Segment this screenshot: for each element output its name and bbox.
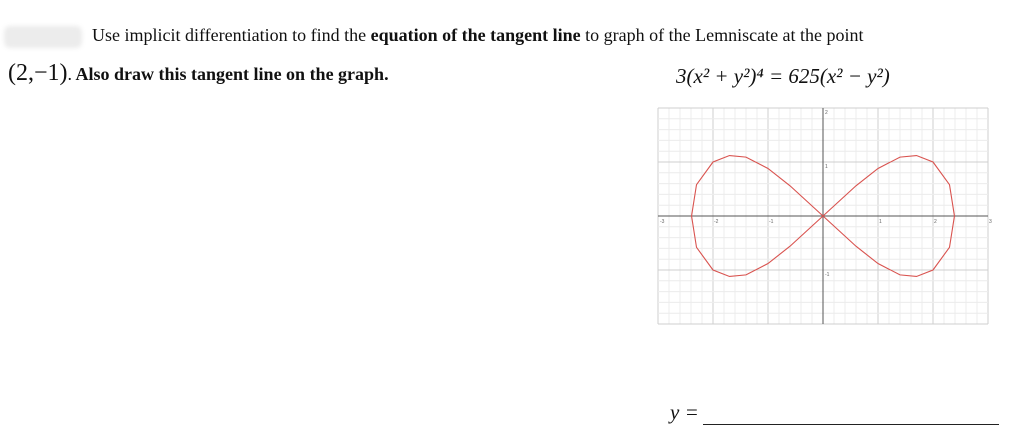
redacted-label-smudge (4, 26, 82, 48)
x-tick-label: 2 (934, 219, 937, 225)
problem-instruction: Also draw this tangent line on the graph. (72, 64, 389, 84)
equation-text: 3(x² + y²)⁴ = 625(x² − y²) (676, 64, 890, 88)
answer-row (670, 400, 999, 425)
answer-label: y = (670, 400, 699, 424)
y-tick-label: -1 (825, 272, 830, 278)
x-tick-label: -3 (660, 219, 665, 225)
problem-intro: Use implicit differentiation to find the (92, 25, 371, 45)
x-tick-label: -2 (714, 219, 719, 225)
lemniscate-equation (676, 64, 890, 89)
x-tick-label: 3 (989, 219, 992, 225)
y-tick-label: 1 (825, 164, 828, 170)
answer-blank[interactable] (703, 406, 999, 425)
problem-bold-phrase: equation of the tangent line (370, 25, 581, 45)
point-suffix: . (67, 64, 73, 84)
problem-intro-end: to graph of the Lemniscate at the point (580, 25, 864, 45)
x-tick-label: -1 (769, 219, 774, 225)
lemniscate-graph (658, 108, 992, 324)
x-tick-label: 1 (879, 219, 882, 225)
y-tick-label: 2 (825, 110, 828, 116)
problem-line-2 (8, 60, 389, 87)
given-point: (2,−1) (8, 60, 68, 86)
problem-line-1 (92, 25, 864, 46)
